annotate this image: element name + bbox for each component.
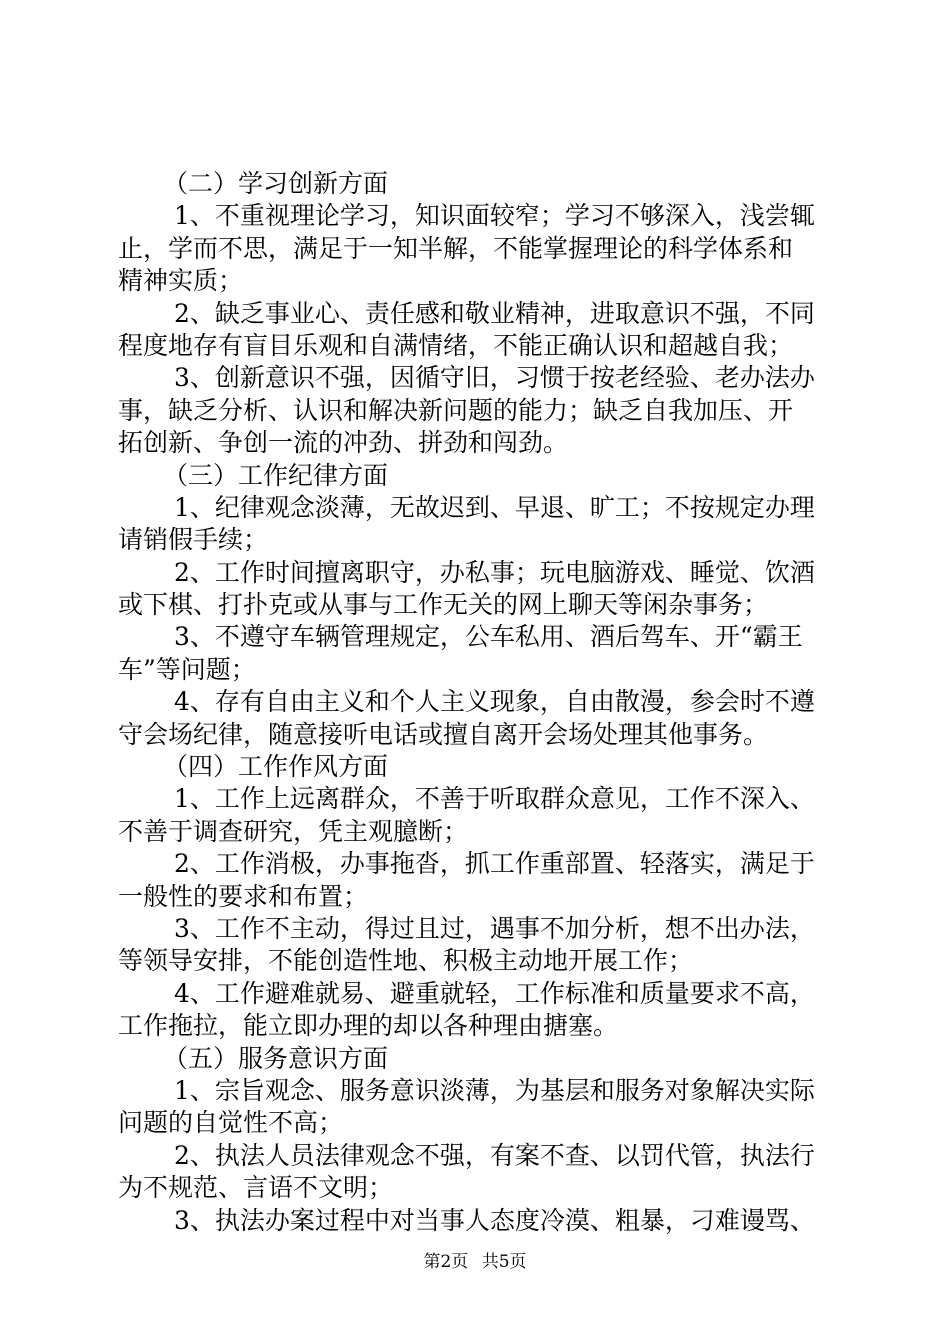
text-line: 1、纪律观念淡薄，无故迟到、早退、旷工；不按规定办理: [174, 492, 815, 522]
text-line: 或下棋、打扑克或从事与工作无关的网上聊天等闲杂事务；: [118, 590, 769, 620]
text-line: 车”等问题；: [118, 654, 256, 684]
text-line: 事，缺乏分析、认识和解决新问题的能力；缺乏自我加压、开: [118, 395, 794, 425]
text-line: 1、不重视理论学习，知识面较窄；学习不够深入，浅尝辄: [174, 201, 815, 231]
section-heading: （四）工作作风方面: [163, 752, 389, 782]
text-line: 4、工作避难就易、避重就轻，工作标准和质量要求不高，: [174, 978, 815, 1008]
text-line: 精神实质；: [118, 266, 244, 296]
document-body: [118, 168, 832, 1237]
page-footer: [0, 1247, 950, 1272]
text-line: 拓创新、争创一流的冲劲、拼劲和闯劲。: [118, 428, 569, 458]
text-line: 3、不遵守车辆管理规定，公车私用、酒后驾车、开“霸王: [174, 622, 803, 652]
text-line: 4、存有自由主义和个人主义现象，自由散漫，参会时不遵: [174, 687, 815, 717]
text-line: 工作拖拉，能立即办理的却以各种理由搪塞。: [118, 1011, 619, 1041]
text-line: 3、工作不主动，得过且过，遇事不加分析，想不出办法，: [174, 913, 815, 943]
text-line: 1、工作上远离群众，不善于听取群众意见，工作不深入、: [174, 784, 815, 814]
text-line: 等领导安排，不能创造性地、积极主动地开展工作；: [118, 946, 694, 976]
page-number: 第2页: [423, 1252, 469, 1272]
text-line: 为不规范、言语不文明；: [118, 1173, 394, 1203]
text-line: 问题的自觉性不高；: [118, 1108, 344, 1138]
text-line: 3、执法办案过程中对当事人态度冷漠、粗暴，刁难谩骂、: [174, 1205, 815, 1235]
text-line: 3、创新意识不强，因循守旧，习惯于按老经验、老办法办: [174, 363, 815, 393]
text-line: 不善于调查研究，凭主观臆断；: [118, 816, 469, 846]
page-total: 共5页: [481, 1252, 527, 1272]
text-line: 一般性的要求和布置；: [118, 881, 369, 911]
text-line: 1、宗旨观念、服务意识淡薄，为基层和服务对象解决实际: [174, 1075, 815, 1105]
text-line: 程度地存有盲目乐观和自满情绪，不能正确认识和超越自我；: [118, 330, 794, 360]
text-line: 2、执法人员法律观念不强，有案不查、以罚代管，执法行: [174, 1140, 815, 1170]
text-line: 止，学而不思，满足于一知半解，不能掌握理论的科学体系和: [118, 233, 794, 263]
section-heading: （二）学习创新方面: [163, 169, 389, 198]
text-line: 2、工作消极，办事拖沓，抓工作重部置、轻落实，满足于: [174, 849, 815, 879]
text-line: 2、缺乏事业心、责任感和敬业精神，进取意识不强，不同: [174, 298, 815, 328]
text-line: 2、工作时间擅离职守，办私事；玩电脑游戏、睡觉、饮酒: [174, 557, 815, 587]
text-line: 请销假手续；: [118, 525, 269, 555]
section-heading: （五）服务意识方面: [163, 1043, 389, 1073]
text-line: 守会场纪律，随意接听电话或擅自离开会场处理其他事务。: [118, 719, 769, 749]
section-heading: （三）工作纪律方面: [163, 460, 389, 490]
